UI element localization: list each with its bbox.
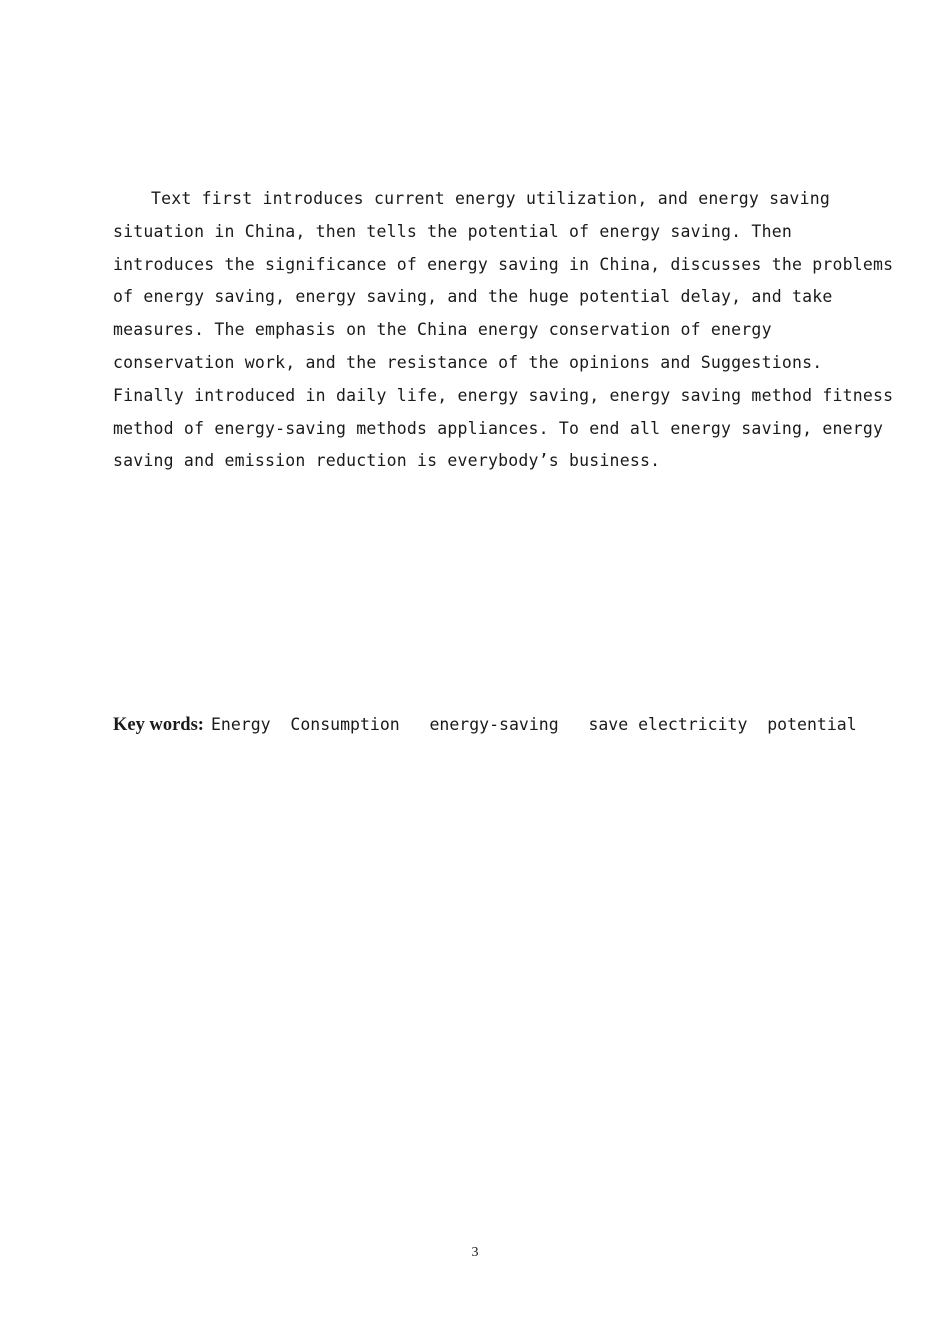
keywords-list: Energy Consumption energy-saving save electricity potential (210, 715, 857, 734)
abstract-line: situation in China, then tells the potential of energy saving. Then (113, 221, 792, 241)
abstract-line: conservation work, and the resistance of the opinions and Suggestions. (113, 352, 823, 372)
keywords-label: Key words: (113, 715, 204, 735)
abstract-paragraph (113, 183, 894, 478)
page-number: 3 (471, 1245, 479, 1260)
keywords-line (113, 710, 857, 741)
abstract-line: saving and emission reduction is everybody’s business. (113, 451, 661, 471)
abstract-line: measures. The emphasis on the China energy conservation of energy (113, 320, 772, 340)
abstract-line: Finally introduced in daily life, energy saving, energy saving method fitness (113, 385, 894, 405)
abstract-line: method of energy-saving methods appliances. To end all energy saving, energy (113, 418, 884, 438)
abstract-line: introduces the significance of energy saving in China, discusses the problems (113, 254, 894, 274)
abstract-line: of energy saving, energy saving, and the huge potential delay, and take (113, 287, 833, 307)
abstract-line: Text first introduces current energy utilization, and energy saving (151, 189, 830, 208)
